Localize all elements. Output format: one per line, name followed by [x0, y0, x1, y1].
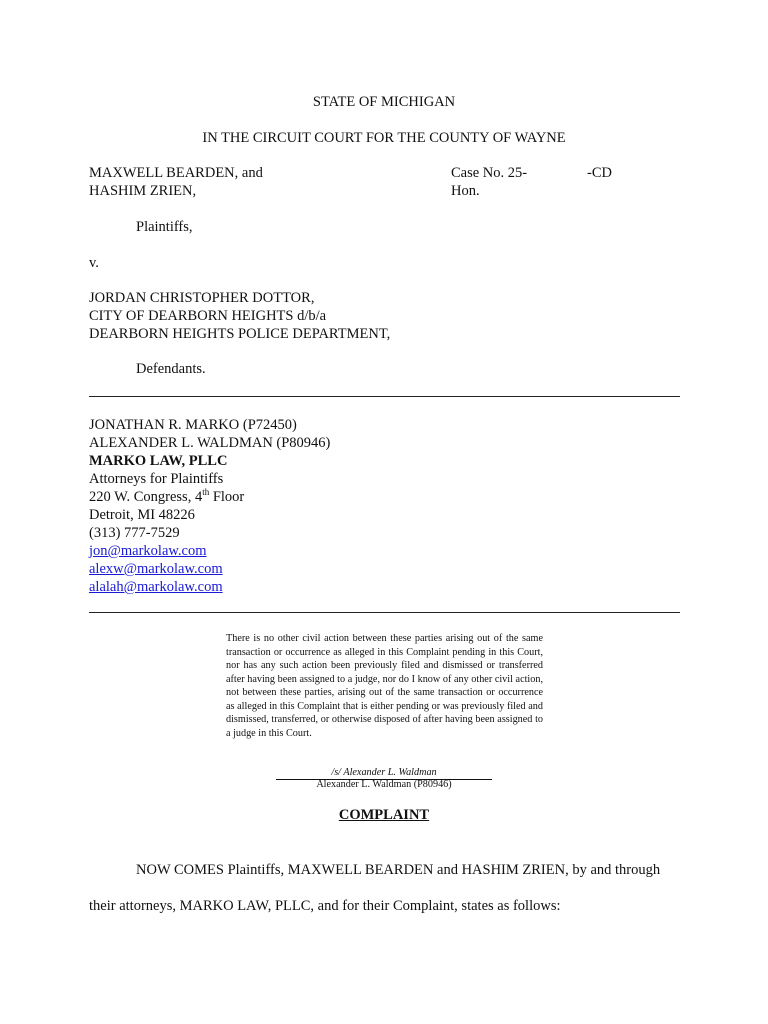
- attorney-1: JONATHAN R. MARKO (P72450): [89, 417, 297, 433]
- case-number-label: Case No. 25-: [451, 165, 528, 181]
- versus-label: v.: [89, 255, 99, 271]
- plaintiff-1: MAXWELL BEARDEN, and: [89, 165, 263, 181]
- phone-number: (313) 777-7529: [89, 525, 180, 541]
- defendants-label: Defendants.: [136, 361, 206, 377]
- judge-label: Hon.: [451, 183, 480, 199]
- attorney-role: Attorneys for Plaintiffs: [89, 471, 224, 487]
- signer-name: Alexander L. Waldman (P80946): [316, 779, 452, 790]
- defendant-1: JORDAN CHRISTOPHER DOTTOR,: [89, 290, 315, 306]
- state-heading: STATE OF MICHIGAN: [312, 94, 456, 110]
- court-heading: IN THE CIRCUIT COURT FOR THE COUNTY OF WAYNE: [202, 130, 566, 146]
- email-link-alexw[interactable]: alexw@markolaw.com: [89, 561, 223, 577]
- address-line-1: 220 W. Congress, 4th Floor: [89, 487, 245, 505]
- defendant-2: CITY OF DEARBORN HEIGHTS d/b/a: [89, 308, 327, 324]
- divider-rule-2: [89, 612, 680, 613]
- email-link-jon[interactable]: jon@markolaw.com: [89, 543, 207, 559]
- plaintiff-2: HASHIM ZRIEN,: [89, 183, 197, 199]
- divider-rule-1: [89, 396, 680, 397]
- complaint-intro-line-2: their attorneys, MARKO LAW, PLLC, and for their Complaint, states as follows:: [89, 898, 561, 914]
- complaint-intro-line-1: NOW COMES Plaintiffs, MAXWELL BEARDEN and HASHIM ZRIEN, by and through: [136, 862, 661, 878]
- email-alalah[interactable]: [89, 578, 223, 596]
- attorney-2: ALEXANDER L. WALDMAN (P80946): [89, 435, 331, 451]
- certification-statement: There is no other civil action between these parties arising out of the same transaction or occurrence as alleged in this Complaint pending in this Court, nor has any such action been previously filed and dismissed or transferred after having been assigned to a judge, nor do I know of any other civil action, not between these parties, arising out of the same transaction or occurrence as alleged in this Complaint that is either pending or was previously filed and dismissed, transferred, or otherwise disposed of after having been assigned to a judge in this Court.: [226, 633, 543, 739]
- email-alexw[interactable]: [89, 560, 223, 578]
- address-line-2: Detroit, MI 48226: [89, 507, 195, 523]
- plaintiffs-label: Plaintiffs,: [136, 219, 193, 235]
- signature-line: /s/ Alexander L. Waldman: [276, 767, 492, 780]
- email-jon[interactable]: [89, 542, 207, 560]
- complaint-title: COMPLAINT: [338, 807, 430, 823]
- defendant-3: DEARBORN HEIGHTS POLICE DEPARTMENT,: [89, 326, 391, 342]
- email-link-alalah[interactable]: alalah@markolaw.com: [89, 579, 223, 595]
- case-number-suffix: -CD: [587, 165, 612, 181]
- firm-name: MARKO LAW, PLLC: [89, 453, 228, 469]
